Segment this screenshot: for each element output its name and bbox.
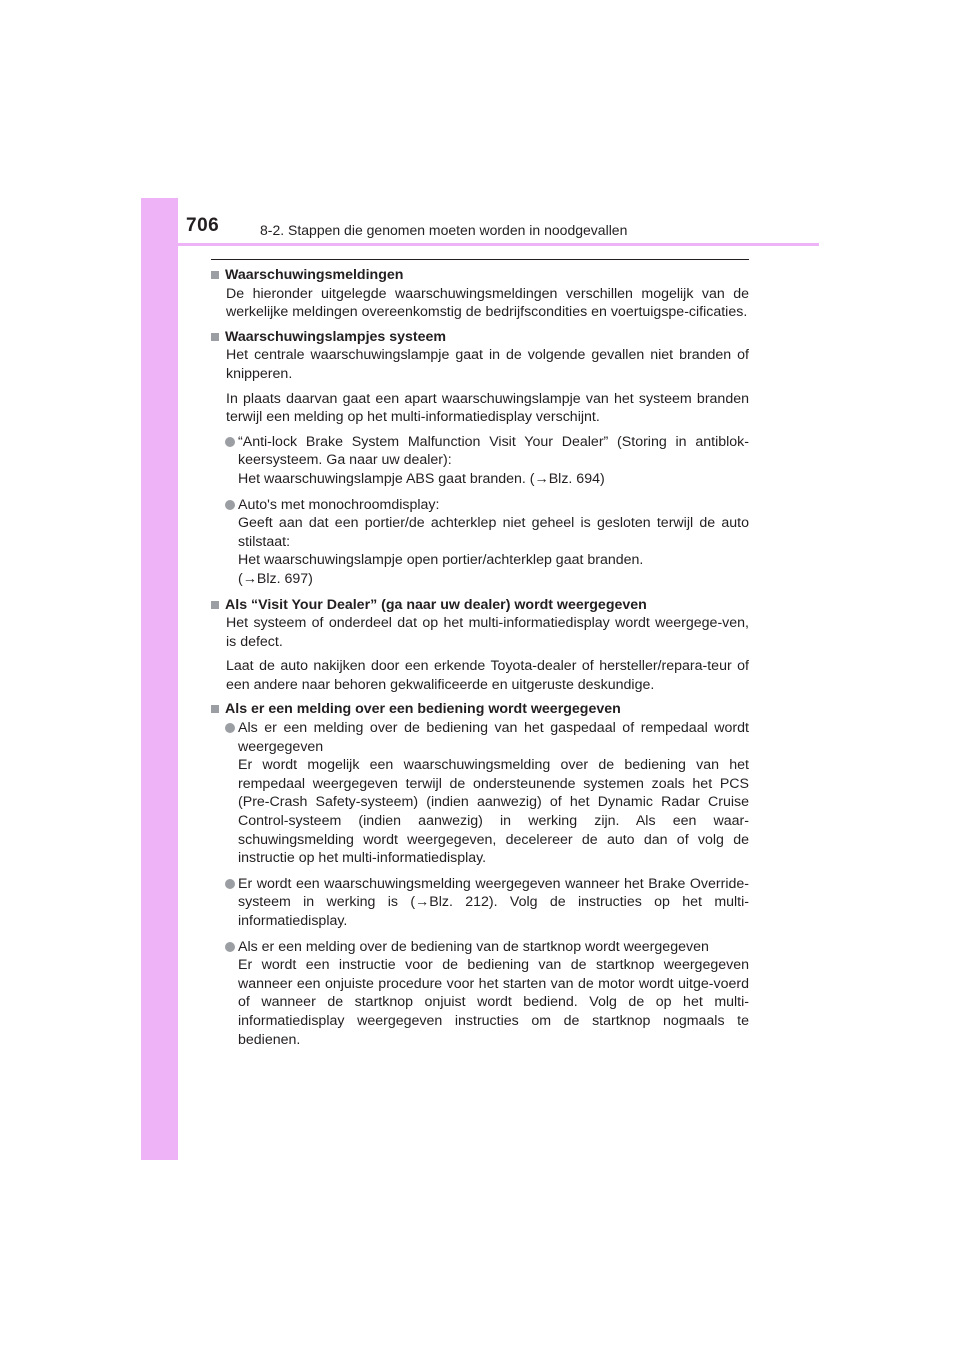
square-bullet-icon	[211, 601, 219, 609]
list-item	[211, 433, 749, 489]
square-bullet-icon	[211, 333, 219, 341]
square-bullet-icon	[211, 271, 219, 279]
bullet-body: Het waarschuwingslampje ABS gaat branden. (→Blz. 694)	[238, 470, 605, 487]
paragraph: Het centrale waarschuwingslampje gaat in de volgende gevallen niet branden of knipperen.	[226, 347, 749, 382]
section-heading: Waarschuwingsmeldingen	[211, 266, 749, 285]
bullet-title: Auto's met monochroomdisplay:	[238, 496, 440, 513]
section-warning-messages	[211, 266, 749, 322]
paragraph: Laat de auto nakijken door een erkende Toyota-dealer of hersteller/repara-teur of een andere naar behoren gekwalificeerde en uitgeruste deskundige.	[226, 658, 749, 693]
square-bullet-icon	[211, 705, 219, 713]
bullet-body: Er wordt een instructie voor de bediening van de startknop weergegeven wanneer een onjuiste procedure voor het starten van de motor wordt uitge-voerd of wanneer de startknop onjuist wordt bediend. Volg de op het multi-informatiedisplay weergegeven instructies om de startknop nogmaals te bedienen.	[238, 957, 749, 1048]
bullet-body: (→Blz. 697)	[238, 570, 313, 587]
bullet-title: Als er een melding over de bediening van de startknop wordt weergegeven	[238, 938, 709, 955]
paragraph: De hieronder uitgelegde waarschuwingsmeldingen verschillen mogelijk van de werkelijke meldingen overeenkomstig de bedrijfscondities en voertuigspe-cificaties.	[226, 285, 749, 321]
section-heading: Als er een melding over een bediening wordt weergegeven	[211, 700, 749, 719]
round-bullet-icon	[225, 500, 235, 510]
page-content	[211, 266, 749, 1056]
bullet-title: Er wordt een waarschuwingsmelding weergegeven wanneer het Brake Override-systeem in werking is (→Blz. 212). Volg de instructies op het multi-informatiedisplay.	[238, 875, 749, 929]
list-item	[211, 496, 749, 589]
section-operation-message	[211, 700, 749, 1049]
paragraph: In plaats daarvan gaat een apart waarschuwingslampje van het systeem branden terwijl een melding op het multi-informatiedisplay verschijnt.	[226, 390, 749, 426]
list-item	[211, 875, 749, 931]
bullet-title: “Anti-lock Brake System Malfunction Visit Your Dealer” (Storing in antiblok-keersysteem. Ga naar uw dealer):	[238, 433, 749, 469]
list-item	[211, 938, 749, 1050]
round-bullet-icon	[225, 942, 235, 952]
section-rule	[211, 259, 749, 260]
header-rule	[141, 243, 819, 246]
chapter-title: 8-2. Stappen die genomen moeten worden in noodgevallen	[260, 222, 628, 238]
round-bullet-icon	[225, 879, 235, 889]
paragraph: Het systeem of onderdeel dat op het multi-informatiedisplay wordt weergege-ven, is defect.	[226, 615, 749, 650]
bullet-title: Als er een melding over de bediening van het gaspedaal of rempedaal wordt weergegeven	[238, 720, 749, 755]
section-warning-lights	[211, 328, 749, 589]
section-heading: Als “Visit Your Dealer” (ga naar uw dealer) wordt weergegeven	[211, 596, 749, 615]
bullet-body: Geeft aan dat een portier/de achterklep niet geheel is gesloten terwijl de auto stilstaat:	[238, 515, 749, 550]
list-item	[211, 719, 749, 868]
round-bullet-icon	[225, 723, 235, 733]
section-visit-your-dealer	[211, 596, 749, 695]
section-heading: Waarschuwingslampjes systeem	[211, 328, 749, 347]
bullet-body: Er wordt mogelijk een waarschuwingsmelding over de bediening van het rempedaal weergegeven terwijl de ondersteunende systemen zoals het PCS (Pre-Crash Safety-systeem) (indien aanwezig) of het Dynamic Radar Cruise Control-systeem (indien aanwezig) in werking zijn. Als een waar-schuwingsmelding wordt weergegeven, decelereer de auto dan of volg de instructie op het multi-informatiedisplay.	[238, 757, 749, 867]
chapter-side-tab	[141, 198, 178, 1160]
round-bullet-icon	[225, 437, 235, 447]
bullet-body: Het waarschuwingslampje open portier/achterklep gaat branden.	[238, 552, 644, 569]
page-number: 706	[186, 215, 220, 236]
